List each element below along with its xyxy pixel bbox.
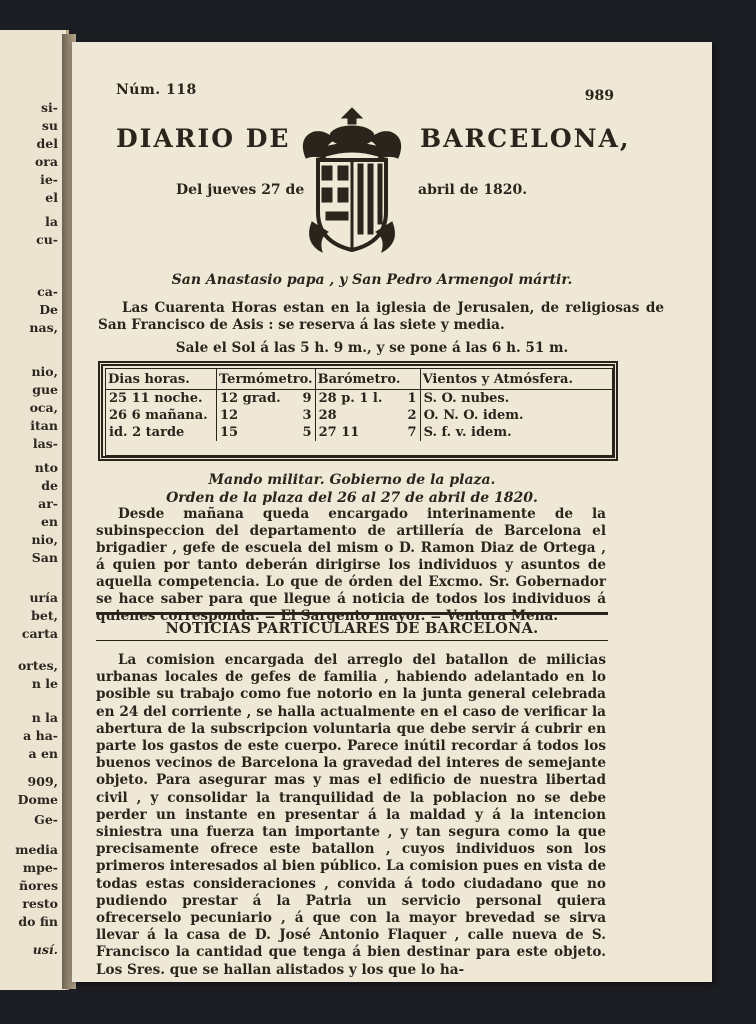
- left-page-fragment: do fin: [18, 914, 58, 929]
- left-page-fragment: resto: [22, 896, 58, 911]
- left-page-fragment: usí.: [32, 942, 58, 957]
- vientos-cell: S. f. v. idem.: [420, 424, 612, 441]
- weather-row: [106, 390, 612, 408]
- termometro-cell: 15 5: [217, 424, 316, 441]
- left-page-fragment: a ha-: [23, 728, 58, 743]
- comision-article: La comision encargada del arreglo del batallon de milicias urbanas locales de gefes de familia , habiendo adelantado en lo posible su trabajo como fue notorio en la junta general celebrada en 24 del corriente , se halla actualmente en el caso de verificar la abertura de la subscripcion voluntaria que debe servir á cubrir en parte los gastos de este cuerpo. Parece inútil recordar á todos los buenos vecinos de Barcelona la gravedad del interes de semejante objeto. Para asegurar mas y mas el edificio de nuestra libertad civil , y consolidar la tranquilidad de la poblacion no se debe perder un instante en presentar á la maldad y á la intencion siniestra una fuerza tan importante , y tan segura como la que precisamente ofrece este batallon , cuyos individuos son los primeros interesados al bien público. La comision pues en vista de todas estas consideraciones , convida á todo ciudadano que no pudiendo prestar á la Patria un servicio personal quiera ofrecerselo pecuniario , á que con la mayor brevedad se sirva llevar á la casa de D. José Antonio Flaquer , calle nueva de S. Francisco la cantidad que tenga á bien destinar para este objeto. Los Sres. que se hallan alistados y los que lo ha-: [96, 652, 606, 978]
- left-page-fragment: nio,: [31, 532, 58, 547]
- left-page-fragment: media: [15, 842, 58, 857]
- noticias-heading: NOTICIAS PARTICULARES DE BARCELONA.: [165, 620, 539, 637]
- coat-of-arms-icon: [292, 102, 412, 262]
- left-page-fragment: San: [31, 550, 58, 565]
- vientos-cell: S. O. nubes.: [420, 390, 612, 408]
- left-page-fragment: su: [41, 118, 58, 133]
- left-page-fragment: De: [39, 302, 58, 317]
- termometro-cell: 12 grad. 9: [217, 390, 316, 408]
- barometro-cell: 28 p. 1 l. 1: [315, 390, 420, 408]
- newspaper-page: [72, 42, 712, 982]
- section-divider: [96, 612, 608, 615]
- left-page-fragment: mpe-: [22, 860, 58, 875]
- masthead-title-right: BARCELONA,: [420, 124, 631, 153]
- left-page-fragment: ca-: [37, 284, 58, 299]
- date-suffix: abril de 1820.: [418, 182, 528, 198]
- col-barometro: Barómetro.: [315, 369, 420, 390]
- mando-militar-heading: Mando militar. Gobierno de la plaza.: [208, 472, 496, 488]
- col-termometro: Termómetro.: [217, 369, 316, 390]
- col-vientos: Vientos y Atmósfera.: [420, 369, 612, 390]
- date-prefix: Del jueves 27 de: [176, 182, 305, 198]
- col-dias-horas: Dias horas.: [106, 369, 217, 390]
- dia-hora-cell: 25 11 noche.: [109, 391, 203, 406]
- issue-number: Núm. 118: [116, 82, 197, 98]
- left-page-fragment: ortes,: [17, 658, 58, 673]
- masthead-title-left: DIARIO DE: [116, 124, 291, 153]
- facing-page-left: [0, 30, 69, 990]
- left-page-fragment: las-: [32, 436, 58, 451]
- page-number: 989: [584, 88, 614, 104]
- termometro-cell: 12 3: [217, 407, 316, 424]
- saints-of-day: San Anastasio papa , y San Pedro Armengol mártir.: [171, 272, 573, 288]
- left-page-fragment: 909,: [27, 774, 58, 789]
- left-page-fragment: ar-: [38, 496, 58, 511]
- left-page-fragment: carta: [21, 626, 58, 641]
- weather-table-frame: [98, 361, 618, 461]
- left-page-fragment: uría: [29, 590, 58, 605]
- sunrise-sunset: Sale el Sol á las 5 h. 9 m., y se pone á las 6 h. 51 m.: [175, 340, 569, 356]
- left-page-fragment: nto: [34, 460, 58, 475]
- left-page-fragment: n la: [31, 710, 58, 725]
- left-page-fragment: nio,: [31, 364, 58, 379]
- left-page-fragment: itan: [30, 418, 58, 433]
- weather-table: [106, 369, 612, 441]
- left-page-fragment: ñores: [18, 878, 58, 893]
- left-page-fragment: Dome: [17, 792, 58, 807]
- left-page-fragment: de: [41, 478, 58, 493]
- left-page-fragment: ie-: [40, 172, 58, 187]
- weather-row: [106, 407, 612, 424]
- left-page-fragment: oca,: [29, 400, 58, 415]
- barometro-cell: 27 11 7: [315, 424, 420, 441]
- left-page-fragment: a en: [28, 746, 58, 761]
- orden-plaza-heading: Orden de la plaza del 26 al 27 de abril de 1820.: [166, 490, 538, 506]
- left-page-fragment: en: [40, 514, 58, 529]
- left-page-fragment: n le: [31, 676, 58, 691]
- vientos-cell: O. N. O. idem.: [420, 407, 612, 424]
- barometro-cell: 28 2: [315, 407, 420, 424]
- weather-row: [106, 424, 612, 441]
- left-page-fragment: gue: [32, 382, 58, 397]
- left-page-fragment: el: [45, 190, 58, 205]
- left-page-fragment: bet,: [31, 608, 58, 623]
- left-page-fragment: nas,: [29, 320, 58, 335]
- left-page-fragment: cu-: [36, 232, 58, 247]
- orden-plaza-text: Desde mañana queda encargado interinamente de la subinspeccion del departamento de artillería de Barcelona el brigadier , gefe de escuela del mism o D. Ramon Diaz de Ortega , á quien por tanto deberán dirigirse los individuos y asuntos de aquella competencia. Lo que de órden del Excmo. Sr. Gobernador se hace saber para que llegue á noticia de todos los individuos á quienes corresponda. = El Sargento mayor. = Ventura Mena.: [96, 506, 606, 624]
- left-page-fragment: la: [45, 214, 58, 229]
- dia-hora-cell: id. 2 tarde: [109, 425, 185, 440]
- left-page-fragment: ora: [34, 154, 58, 169]
- dia-hora-cell: 26 6 mañana.: [109, 408, 208, 423]
- left-page-fragment: Ge-: [34, 812, 58, 827]
- left-page-fragment: si-: [41, 100, 58, 115]
- left-page-fragment: del: [36, 136, 58, 151]
- heading-underline: [96, 640, 608, 641]
- cuarenta-horas-notice: Las Cuarenta Horas estan en la iglesia de Jerusalen, de religiosas de San Francisco de Asis : se reserva á las siete y media.: [98, 300, 664, 333]
